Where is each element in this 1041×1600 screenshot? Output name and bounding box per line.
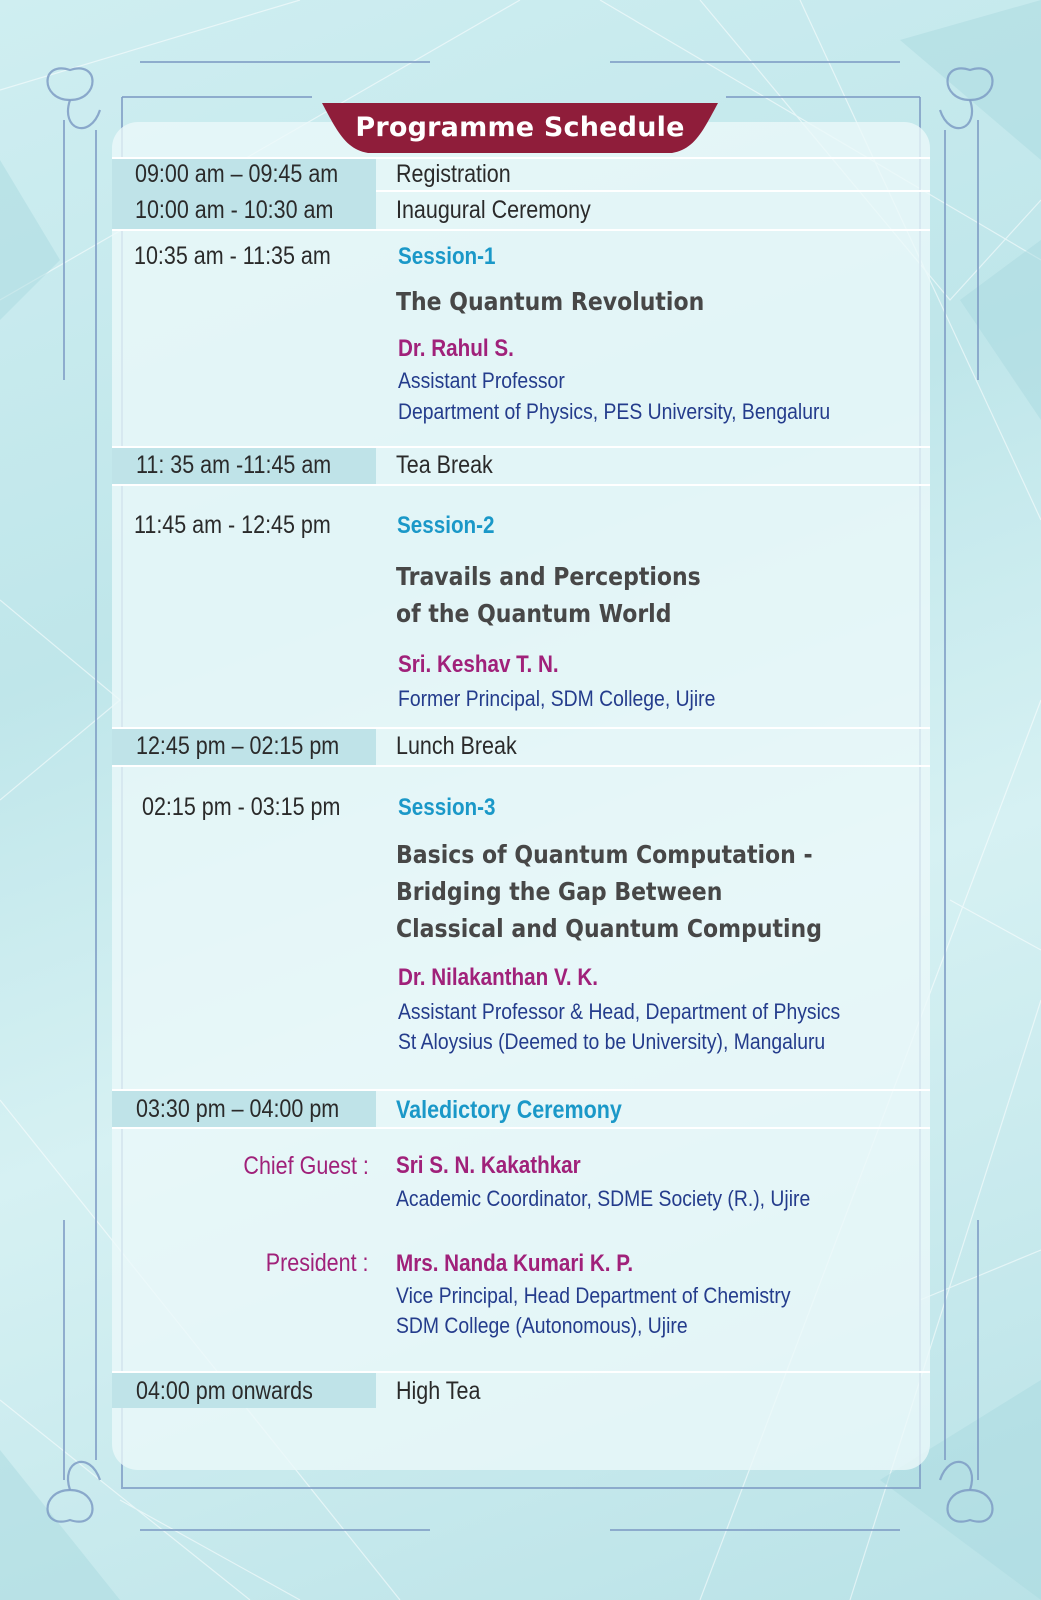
session1-affiliation: Assistant Professor [398, 368, 565, 393]
chief-guest-label: Chief Guest : [243, 1152, 369, 1180]
chief-guest-name: Sri S. N. Kakathkar [396, 1152, 581, 1179]
session2-label: Session-2 [397, 512, 495, 539]
inaugural-time: 10:00 am - 10:30 am [135, 196, 334, 224]
lunch-label: Lunch Break [396, 732, 517, 760]
divider [112, 229, 930, 231]
session3-topic: Bridging the Gap Between [396, 877, 723, 906]
tea-time: 11: 35 am -11:45 am [136, 451, 332, 479]
president-label: President : [266, 1249, 369, 1277]
divider [112, 765, 930, 767]
session1-topic: The Quantum Revolution [396, 287, 705, 316]
high-tea-label: High Tea [396, 1377, 481, 1405]
chief-guest-affiliation: Academic Coordinator, SDME Society (R.), Ujire [396, 1186, 811, 1211]
session2-topic: of the Quantum World [396, 599, 672, 628]
president-affiliation: SDM College (Autonomous), Ujire [396, 1313, 688, 1338]
session2-time: 11:45 am - 12:45 pm [134, 511, 331, 539]
session1-speaker: Dr. Rahul S. [398, 335, 514, 362]
inaugural-label: Inaugural Ceremony [396, 196, 591, 224]
page-title: Programme Schedule [355, 112, 685, 143]
registration-time: 09:00 am – 09:45 am [135, 160, 339, 188]
session3-affiliation: Assistant Professor & Head, Department of Physics [398, 999, 841, 1024]
session1-affiliation: Department of Physics, PES University, Bengaluru [398, 399, 831, 424]
divider [112, 1089, 930, 1091]
session3-label: Session-3 [398, 794, 496, 821]
tea-label: Tea Break [396, 451, 493, 479]
session2-affiliation: Former Principal, SDM College, Ujire [398, 686, 716, 711]
divider [112, 484, 930, 486]
valedictory-time: 03:30 pm – 04:00 pm [136, 1095, 340, 1123]
session2-topic: Travails and Perceptions [396, 562, 701, 591]
divider [112, 727, 930, 729]
session3-topic: Classical and Quantum Computing [396, 914, 822, 943]
session3-topic: Basics of Quantum Computation - [396, 840, 813, 869]
president-affiliation: Vice Principal, Head Department of Chemistry [396, 1283, 791, 1308]
session2-speaker: Sri. Keshav T. N. [398, 651, 559, 678]
lunch-time: 12:45 pm – 02:15 pm [136, 732, 340, 760]
divider [112, 157, 930, 159]
divider [376, 190, 930, 192]
divider [112, 1127, 930, 1129]
valedictory-label: Valedictory Ceremony [396, 1096, 622, 1124]
president-name: Mrs. Nanda Kumari K. P. [396, 1250, 634, 1277]
session3-time: 02:15 pm - 03:15 pm [142, 793, 341, 821]
session3-affiliation: St Aloysius (Deemed to be University), Mangaluru [398, 1029, 826, 1054]
session3-speaker: Dr. Nilakanthan V. K. [398, 964, 598, 991]
registration-label: Registration [396, 160, 511, 188]
divider [112, 446, 930, 448]
session1-time: 10:35 am - 11:35 am [134, 242, 331, 270]
divider [112, 1371, 930, 1373]
high-tea-time: 04:00 pm onwards [136, 1377, 313, 1405]
session1-label: Session-1 [398, 243, 496, 270]
